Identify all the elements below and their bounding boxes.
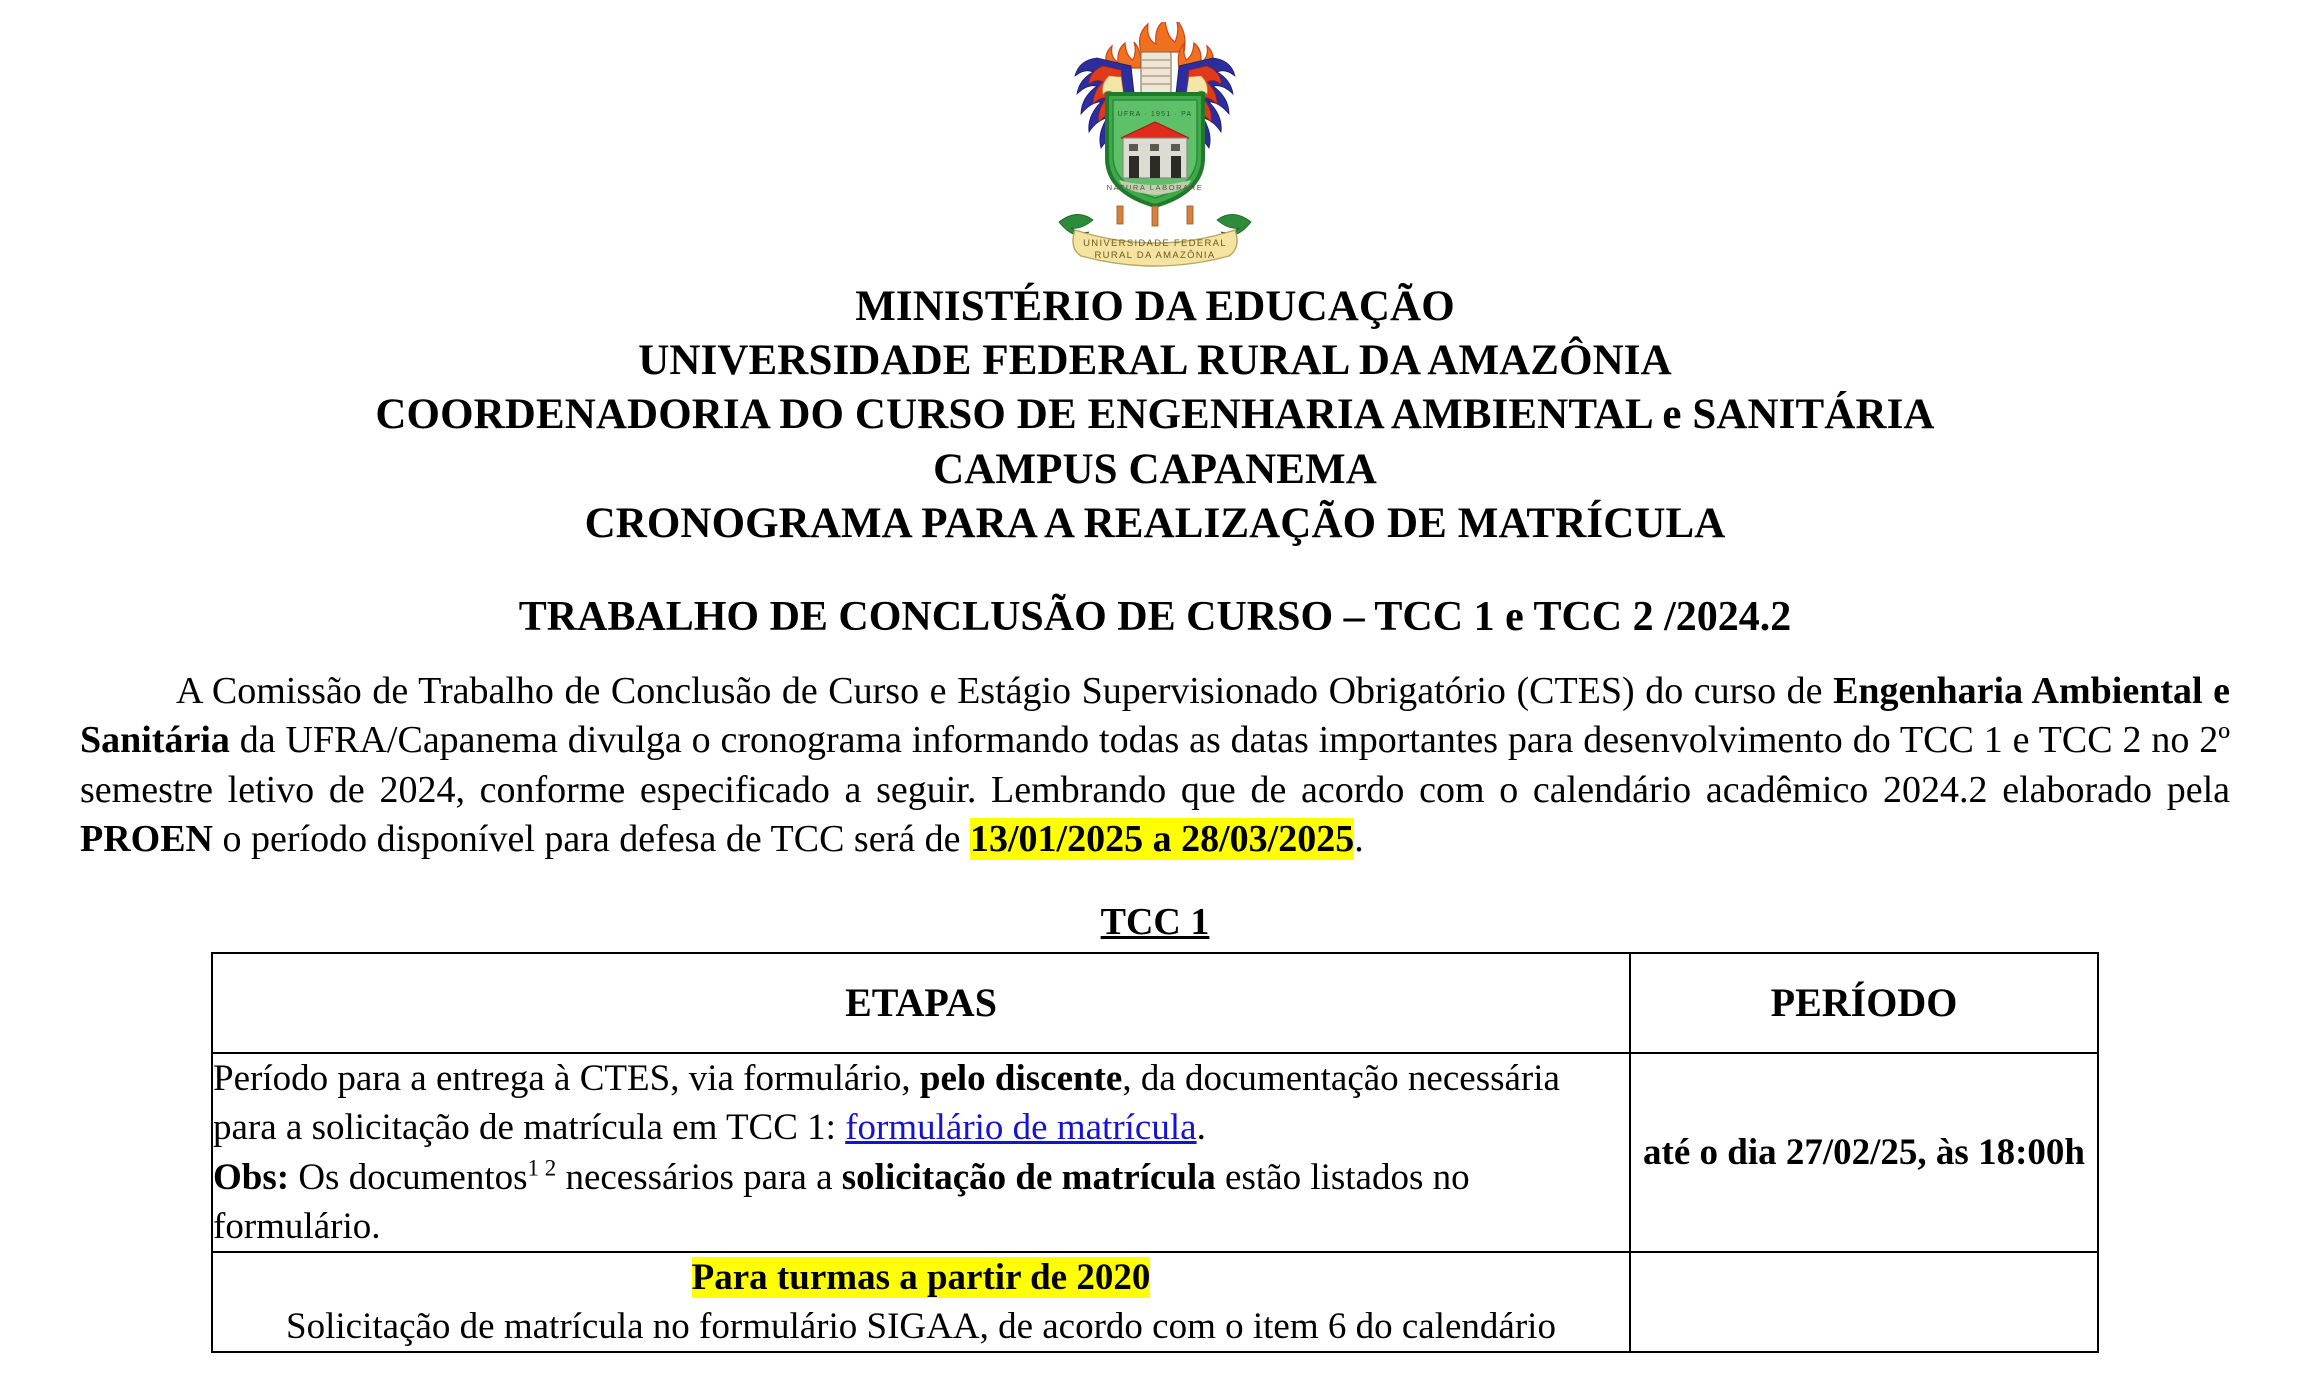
intro-text-part1: A Comissão de Trabalho de Conclusão de Curso e Estágio Supervisionado Obrigatório (CTES) do curso de	[176, 669, 1834, 712]
etapa-text-4: Os documentos	[289, 1156, 528, 1198]
etapa-text-2: , da documentação necessária para a solicitação de matrícula em TCC 1:	[213, 1058, 1560, 1149]
heading-line-ministry: MINISTÉRIO DA EDUCAÇÃO	[855, 283, 1455, 330]
cell-etapa-turmas-2020	[212, 1252, 1630, 1352]
table-row	[212, 1252, 2098, 1352]
etapa-text-1: Período para a entrega à CTES, via formulário,	[213, 1058, 920, 1100]
emblem-container	[78, 0, 2232, 272]
heading-line-campus: CAMPUS CAPANEMA	[933, 445, 1377, 493]
shield-top-text: UFRA · 1951 · PA	[1117, 111, 1193, 118]
ribbon-line-1: UNIVERSIDADE FEDERAL	[1083, 238, 1227, 249]
intro-paragraph	[78, 667, 2232, 865]
etapa-text-6: estão listados no formulário.	[213, 1156, 1470, 1247]
cell-periodo-row-1: até o dia 27/02/25, às 18:00h	[1630, 1053, 2098, 1252]
etapa-text-3: .	[1196, 1107, 1206, 1149]
document-subtitle: TRABALHO DE CONCLUSÃO DE CURSO – TCC 1 e TCC 2 /2024.2	[518, 593, 1792, 640]
link-formulario-de-matricula[interactable]: formulário de matrícula	[845, 1107, 1197, 1149]
etapa-footnote-markers: 1 2	[527, 1155, 557, 1181]
intro-highlight-defense-period: 13/01/2025 a 28/03/2025	[969, 818, 1355, 861]
institution-heading-block	[78, 280, 2232, 551]
ufra-coat-of-arms-icon	[1049, 22, 1261, 272]
heading-line-university: UNIVERSIDADE FEDERAL RURAL DA AMAZÔNIA	[638, 337, 1672, 385]
etapa-bold-pelo-discente: pelo discente	[919, 1058, 1123, 1100]
intro-bold-proen: PROEN	[80, 818, 213, 861]
cell-periodo-row-2	[1630, 1252, 2098, 1352]
column-header-periodo: PERÍODO	[1630, 953, 2098, 1053]
schedule-table-tcc1	[211, 952, 2099, 1353]
highlight-para-turmas-2020: Para turmas a partir de 2020	[691, 1257, 1151, 1299]
column-header-etapas: ETAPAS	[212, 953, 1630, 1053]
intro-text-part2: da UFRA/Capanema divulga o cronograma informando todas as datas importantes para desenvolvimento do TCC 1 e TCC 2 no 2º semestre letivo de 2024, conforme especificado a seguir. Lembrando que de acordo com o calendário acadêmico 2024.2 elaborado pela	[80, 719, 2230, 811]
etapa-bold-solicitacao-matricula: solicitação de matrícula	[841, 1156, 1216, 1198]
intro-text-part4: .	[1354, 818, 1364, 861]
shield-motto-text: NATURA LABORARE	[1106, 183, 1204, 192]
table-header-row	[212, 953, 2098, 1053]
ribbon-line-2: RURAL DA AMAZÔNIA	[1094, 250, 1216, 261]
intro-text-part3: o período disponível para defesa de TCC será de	[213, 818, 970, 861]
table-caption-tcc1: TCC 1	[1100, 901, 1210, 944]
etapa-partial-text-clipped: Solicitação de matrícula no formulário SIGAA, de acordo com o item 6 do calendário	[286, 1306, 1556, 1348]
heading-line-cronograma: CRONOGRAMA PARA A REALIZAÇÃO DE MATRÍCULA	[584, 499, 1726, 547]
cell-etapa-entrega-documentacao	[212, 1053, 1630, 1252]
etapa-label-obs: Obs:	[213, 1156, 290, 1198]
table-row	[212, 1053, 2098, 1252]
heading-line-coordination: COORDENADORIA DO CURSO DE ENGENHARIA AMBIENTAL e SANITÁRIA	[375, 391, 1935, 439]
intro-bold-course: Engenharia Ambiental e Sanitária	[80, 669, 2230, 762]
etapa-text-5: necessários para a	[556, 1156, 842, 1198]
